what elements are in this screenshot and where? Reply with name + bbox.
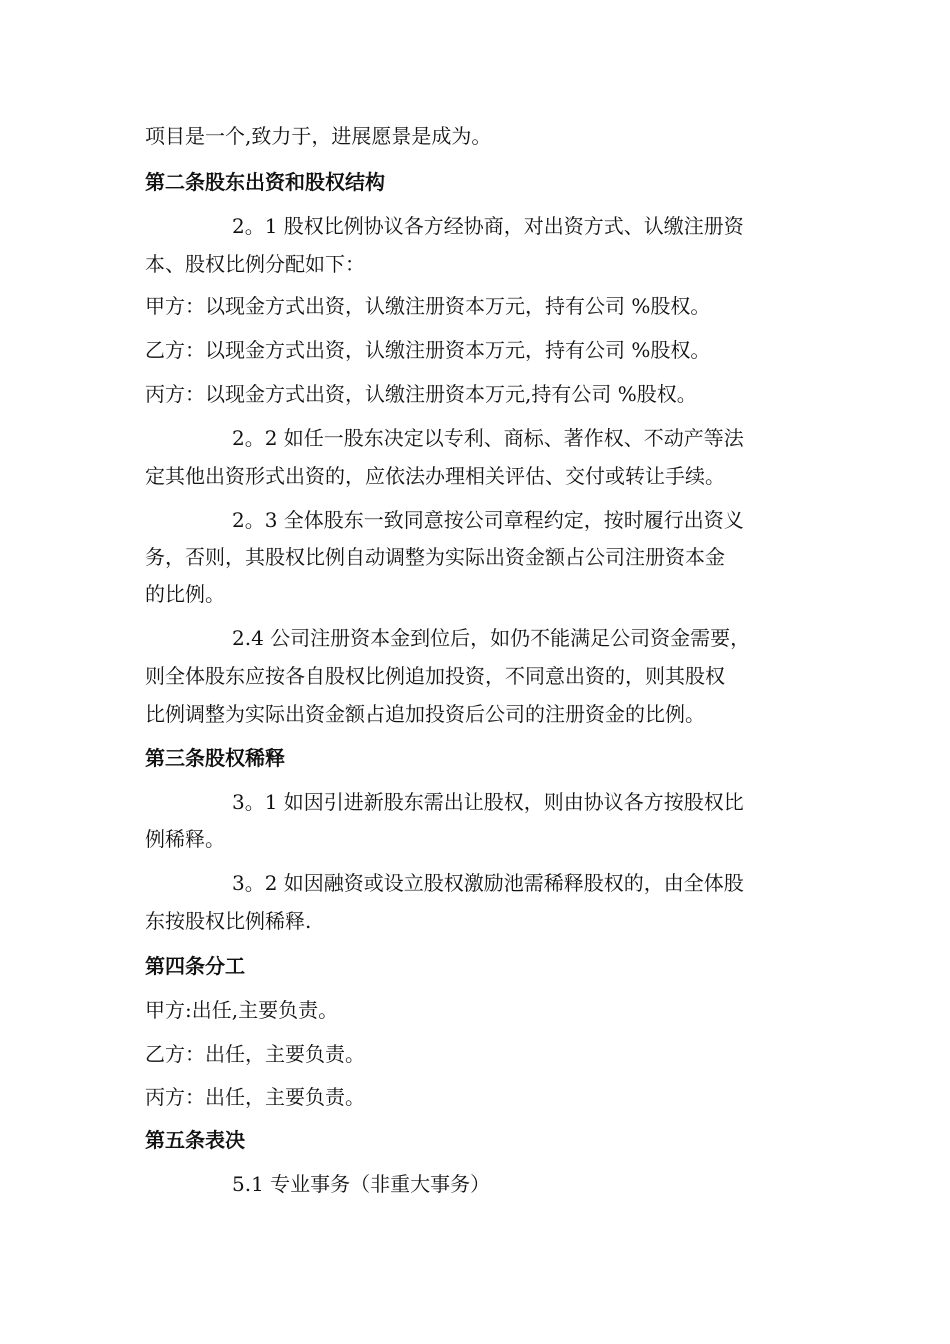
clause-2-1-line-2: 本、股权比例分配如下： (145, 252, 365, 276)
clause-3-1-line-1: 3。1 如因引进新股东需出让股权，则由协议各方按股权比 (232, 790, 744, 814)
heading-article-5: 第五条表决 (145, 1128, 245, 1152)
heading-article-3: 第三条股权稀释 (145, 746, 285, 770)
party-b-contribution: 乙方：以现金方式出资，认缴注册资本万元，持有公司 %股权。 (145, 338, 711, 362)
clause-3-1-line-2: 例稀释。 (145, 827, 225, 851)
clause-2-3-line-1: 2。3 全体股东一致同意按公司章程约定，按时履行出资义 (232, 508, 744, 532)
clause-2-4-line-3: 比例调整为实际出资金额占追加投资后公司的注册资金的比例。 (145, 702, 705, 726)
clause-2-4-line-2: 则全体股东应按各自股权比例追加投资，不同意出资的，则其股权 (145, 664, 725, 688)
clause-2-2-line-1: 2。2 如任一股东决定以专利、商标、著作权、不动产等法 (232, 426, 744, 450)
party-a-contribution: 甲方：以现金方式出资，认缴注册资本万元，持有公司 %股权。 (145, 294, 711, 318)
party-c-role: 丙方：出任，主要负责。 (145, 1085, 365, 1109)
clause-2-3-line-2: 务，否则，其股权比例自动调整为实际出资金额占公司注册资本金 (145, 545, 725, 569)
clause-5-1: 5.1 专业事务（非重大事务） (232, 1172, 491, 1196)
clause-3-2-line-1: 3。2 如因融资或设立股权激励池需稀释股权的，由全体股 (232, 871, 744, 895)
heading-article-4: 第四条分工 (145, 954, 245, 978)
clause-2-2-line-2: 定其他出资形式出资的，应依法办理相关评估、交付或转让手续。 (145, 464, 725, 488)
paragraph-intro: 项目是一个,致力于，进展愿景是成为。 (145, 124, 492, 148)
heading-article-2: 第二条股东出资和股权结构 (145, 170, 385, 194)
clause-2-4-line-1: 2.4 公司注册资本金到位后，如仍不能满足公司资金需要， (232, 626, 751, 650)
party-a-role: 甲方:出任,主要负责。 (145, 998, 339, 1022)
party-b-role: 乙方：出任，主要负责。 (145, 1042, 365, 1066)
party-c-contribution: 丙方：以现金方式出资，认缴注册资本万元,持有公司 %股权。 (145, 382, 697, 406)
clause-2-3-line-3: 的比例。 (145, 582, 225, 606)
clause-3-2-line-2: 东按股权比例稀释. (145, 909, 312, 933)
clause-2-1-line-1: 2。1 股权比例协议各方经协商，对出资方式、认缴注册资 (232, 214, 744, 238)
